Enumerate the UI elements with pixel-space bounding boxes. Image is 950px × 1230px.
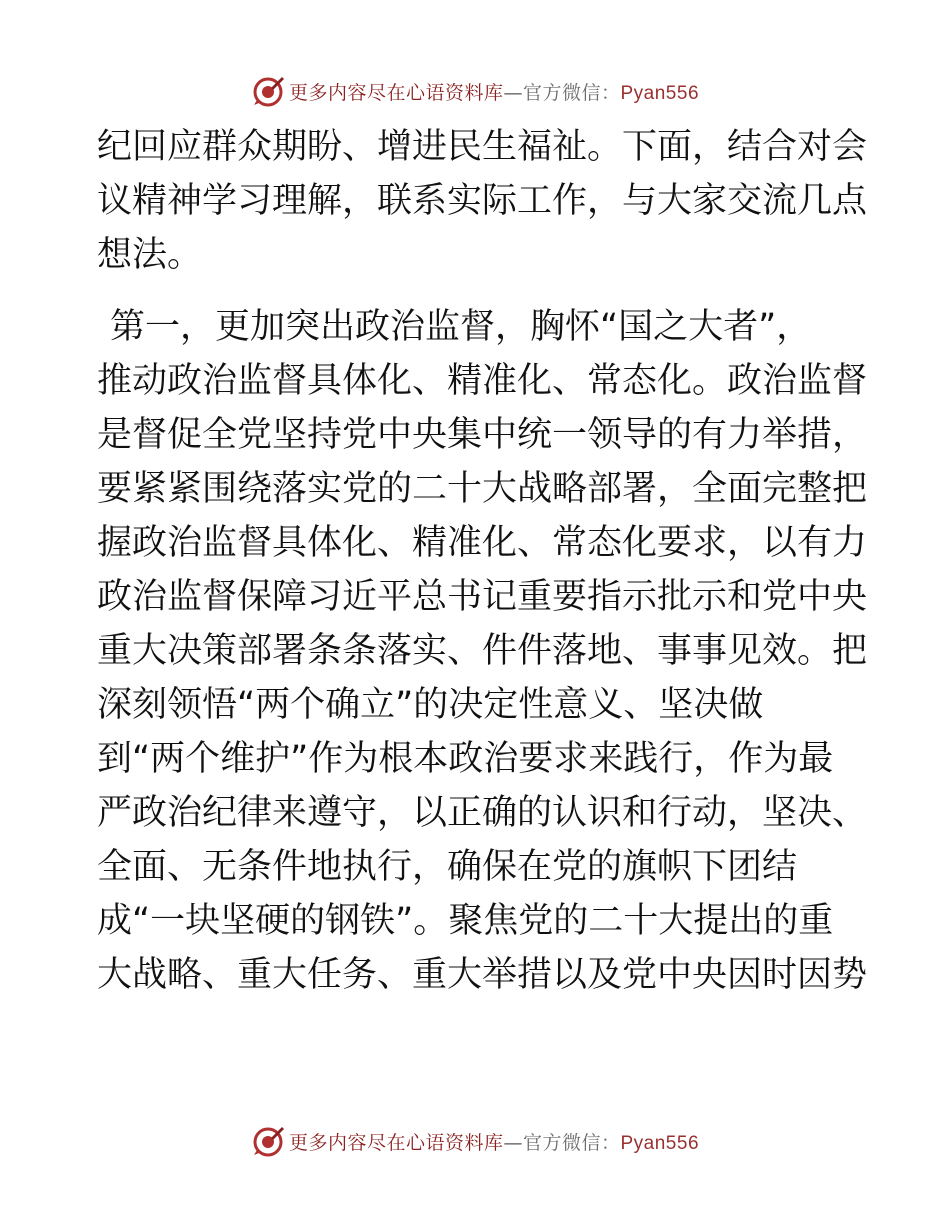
banner-main-text: 更多内容尽在心语资料库 [288, 1131, 504, 1154]
text-line: 重大决策部署条条落实、件件落地、事事见效。把 [97, 631, 868, 671]
banner-wechat-label: 官方微信： [522, 81, 621, 104]
text-line: 要紧紧围绕落实党的二十大战略部署，全面完整把 [97, 469, 868, 509]
text-line: 深刻领悟“两个确立”的决定性意义、坚决做 [97, 685, 764, 725]
text-line: 政治监督保障习近平总书记重要指示批示和党中央 [97, 577, 868, 617]
banner-dash: — [503, 1131, 523, 1154]
banner-dash: — [503, 81, 523, 104]
text-line: 到“两个维护”作为根本政治要求来践行，作为最 [97, 739, 834, 779]
footer-watermark [0, 1121, 950, 1161]
pen-logo-icon [251, 1124, 285, 1158]
banner-wechat-label: 官方微信： [522, 1131, 621, 1154]
text-line: 推动政治监督具体化、精准化、常态化。政治监督 [97, 361, 868, 401]
text-line: 是督促全党坚持党中央集中统一领导的有力举措， [97, 415, 868, 455]
text-line: 严政治纪律来遵守，以正确的认识和行动，坚决、 [97, 793, 868, 833]
paragraph-first-point [97, 305, 868, 1007]
text-line: 握政治监督具体化、精准化、常态化要求，以有力 [97, 523, 868, 563]
pen-logo-icon [251, 74, 285, 108]
text-line: 成“一块坚硬的钢铁”。聚焦党的二十大提出的重 [97, 901, 834, 941]
banner-main-text: 更多内容尽在心语资料库 [288, 81, 504, 104]
text-line: 全面、无条件地执行，确保在党的旗帜下团结 [97, 847, 798, 887]
document-body [97, 125, 868, 1007]
banner-wechat-id: Pyan556 [620, 82, 700, 104]
text-line: 纪回应群众期盼、增进民生福祉。下面，结合对会 [97, 127, 868, 167]
text-line: 第一，更加突出政治监督，胸怀“国之大者”， [110, 307, 812, 347]
text-line: 议精神学习理解，联系实际工作，与大家交流几点 [97, 181, 868, 221]
text-line: 大战略、重大任务、重大举措以及党中央因时因势 [97, 955, 868, 995]
paragraph-intro [97, 125, 868, 287]
banner-wechat-id: Pyan556 [620, 1132, 700, 1154]
text-line: 想法。 [97, 235, 203, 275]
header-watermark [0, 71, 950, 111]
